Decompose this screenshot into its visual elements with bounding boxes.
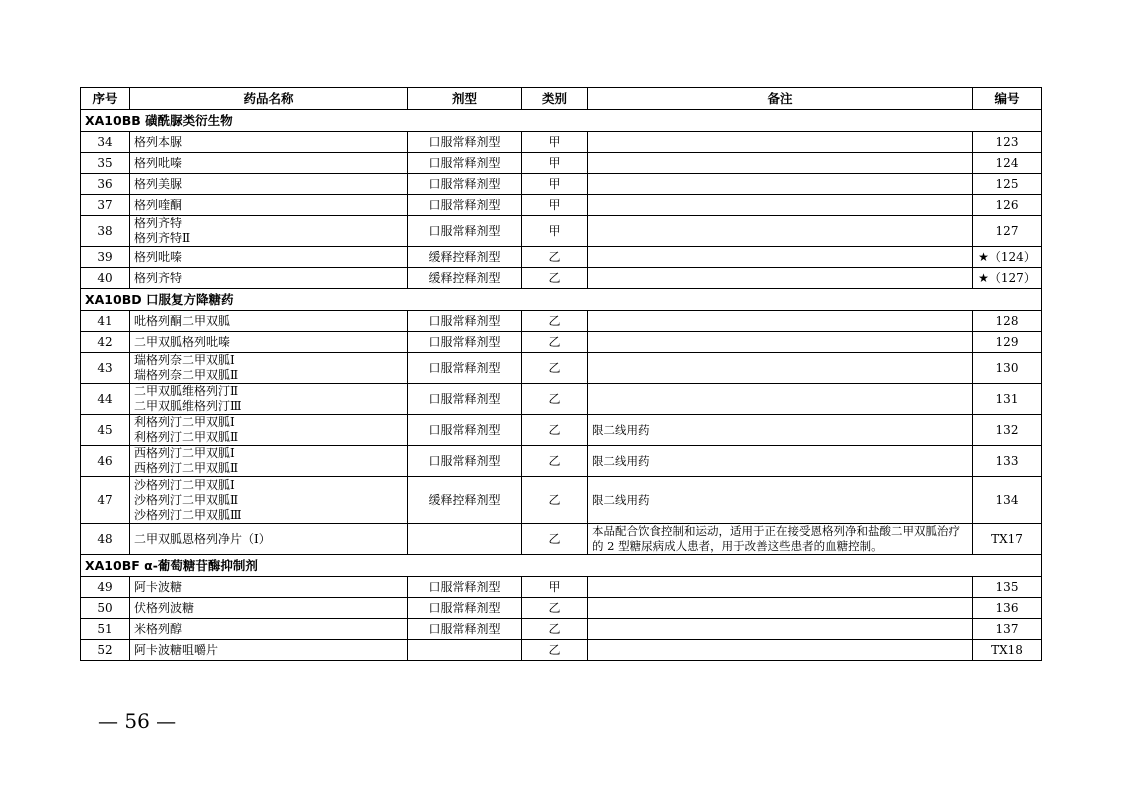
cell-form: 口服常释剂型 [408, 174, 522, 195]
cell-form: 口服常释剂型 [408, 619, 522, 640]
cell-name [130, 446, 408, 477]
name-line: 西格列汀二甲双胍Ⅱ [134, 461, 239, 475]
name-line: 利格列汀二甲双胍Ⅱ [134, 430, 239, 444]
cell-category: 乙 [522, 598, 588, 619]
cell-form: 口服常释剂型 [408, 153, 522, 174]
cell-category: 乙 [522, 524, 588, 555]
cell-note [588, 619, 973, 640]
header-form: 剂型 [408, 88, 522, 110]
header-note: 备注 [588, 88, 973, 110]
cell-no: 40 [81, 268, 130, 289]
table-row [81, 174, 1042, 195]
cell-no: 46 [81, 446, 130, 477]
name-line: 格列美脲 [134, 176, 183, 191]
cell-code: 131 [973, 384, 1042, 415]
cell-name [130, 174, 408, 195]
cell-category: 甲 [522, 577, 588, 598]
cell-form: 口服常释剂型 [408, 332, 522, 353]
cell-name [130, 311, 408, 332]
name-line: 二甲双胍维格列汀Ⅲ [134, 399, 242, 413]
name-line: 伏格列波糖 [134, 600, 195, 615]
cell-code: TX17 [973, 524, 1042, 555]
cell-note: 限二线用药 [588, 477, 973, 524]
cell-category: 甲 [522, 195, 588, 216]
cell-category: 乙 [522, 353, 588, 384]
cell-form: 口服常释剂型 [408, 132, 522, 153]
cell-name [130, 619, 408, 640]
table-row [81, 268, 1042, 289]
cell-no: 50 [81, 598, 130, 619]
cell-note [588, 353, 973, 384]
cell-category: 乙 [522, 311, 588, 332]
cell-name [130, 132, 408, 153]
drug-table [80, 87, 1042, 661]
table-row [81, 524, 1042, 555]
cell-note [588, 311, 973, 332]
name-line: 格列本脲 [134, 134, 183, 149]
header-code: 编号 [973, 88, 1042, 110]
cell-note [588, 598, 973, 619]
header-name: 药品名称 [130, 88, 408, 110]
cell-form: 缓释控释剂型 [408, 477, 522, 524]
cell-name [130, 524, 408, 555]
cell-form: 口服常释剂型 [408, 195, 522, 216]
name-line: 格列吡嗪 [134, 155, 183, 170]
name-line: 米格列醇 [134, 621, 183, 636]
table-row [81, 446, 1042, 477]
cell-no: 43 [81, 353, 130, 384]
cell-form: 口服常释剂型 [408, 598, 522, 619]
cell-form: 口服常释剂型 [408, 216, 522, 247]
cell-form: 口服常释剂型 [408, 577, 522, 598]
name-line: 沙格列汀二甲双胍Ⅲ [134, 507, 242, 522]
cell-note [588, 384, 973, 415]
cell-category: 乙 [522, 268, 588, 289]
cell-note [588, 132, 973, 153]
name-line: 二甲双胍维格列汀Ⅱ [134, 384, 239, 398]
table-row [81, 619, 1042, 640]
page-number: — 56 — [98, 709, 177, 733]
cell-category: 甲 [522, 174, 588, 195]
cell-code: 128 [973, 311, 1042, 332]
table-row [81, 598, 1042, 619]
table-row [81, 132, 1042, 153]
cell-code: ★（127） [973, 268, 1042, 289]
cell-code: 125 [973, 174, 1042, 195]
section-title: XA10BD 口服复方降糖药 [81, 289, 1042, 311]
cell-note [588, 577, 973, 598]
name-line: 格列齐特Ⅱ [134, 231, 191, 245]
name-line: 西格列汀二甲双胍Ⅰ [134, 446, 235, 460]
name-line: 阿卡波糖 [134, 579, 183, 594]
name-line: 二甲双胍格列吡嗪 [134, 334, 231, 349]
cell-no: 35 [81, 153, 130, 174]
name-line: 格列喹酮 [134, 197, 183, 212]
cell-no: 37 [81, 195, 130, 216]
cell-no: 49 [81, 577, 130, 598]
cell-no: 38 [81, 216, 130, 247]
cell-name [130, 216, 408, 247]
cell-note: 本品配合饮食控制和运动，适用于正在接受恩格列净和盐酸二甲双胍治疗的 2 型糖尿病成人患者，用于改善这些患者的血糖控制。 [588, 524, 973, 555]
cell-category: 乙 [522, 640, 588, 661]
cell-no: 45 [81, 415, 130, 446]
name-line: 格列齐特 [134, 270, 183, 285]
cell-category: 甲 [522, 216, 588, 247]
cell-no: 34 [81, 132, 130, 153]
table-row [81, 577, 1042, 598]
cell-note [588, 195, 973, 216]
cell-category: 乙 [522, 332, 588, 353]
name-line: 瑞格列奈二甲双胍Ⅱ [134, 368, 239, 382]
cell-code: 137 [973, 619, 1042, 640]
cell-no: 41 [81, 311, 130, 332]
section-row [81, 555, 1042, 577]
cell-name [130, 598, 408, 619]
name-line: 阿卡波糖咀嚼片 [134, 642, 219, 657]
table-row [81, 216, 1042, 247]
cell-no: 51 [81, 619, 130, 640]
cell-code: 136 [973, 598, 1042, 619]
cell-name [130, 153, 408, 174]
cell-form: 口服常释剂型 [408, 415, 522, 446]
table-row [81, 195, 1042, 216]
cell-code: 124 [973, 153, 1042, 174]
cell-note [588, 247, 973, 268]
cell-category: 乙 [522, 619, 588, 640]
cell-code: TX18 [973, 640, 1042, 661]
cell-note [588, 174, 973, 195]
cell-code: 135 [973, 577, 1042, 598]
cell-form: 口服常释剂型 [408, 446, 522, 477]
header-category: 类别 [522, 88, 588, 110]
name-line: 二甲双胍恩格列净片（Ⅰ） [134, 531, 271, 546]
cell-form [408, 524, 522, 555]
cell-category: 乙 [522, 446, 588, 477]
cell-name [130, 477, 408, 524]
cell-name [130, 384, 408, 415]
cell-category: 乙 [522, 415, 588, 446]
cell-note [588, 332, 973, 353]
cell-form: 缓释控释剂型 [408, 268, 522, 289]
table-row [81, 384, 1042, 415]
cell-category: 乙 [522, 477, 588, 524]
cell-no: 36 [81, 174, 130, 195]
name-line: 格列吡嗪 [134, 249, 183, 264]
cell-no: 44 [81, 384, 130, 415]
cell-name [130, 577, 408, 598]
cell-name [130, 332, 408, 353]
cell-form: 口服常释剂型 [408, 311, 522, 332]
cell-form [408, 640, 522, 661]
cell-code: 132 [973, 415, 1042, 446]
cell-no: 48 [81, 524, 130, 555]
cell-no: 39 [81, 247, 130, 268]
name-line: 利格列汀二甲双胍Ⅰ [134, 415, 235, 429]
cell-note [588, 640, 973, 661]
cell-name [130, 353, 408, 384]
cell-no: 52 [81, 640, 130, 661]
cell-category: 乙 [522, 384, 588, 415]
cell-name [130, 268, 408, 289]
section-title: XA10BB 磺酰脲类衍生物 [81, 110, 1042, 132]
table-row [81, 477, 1042, 524]
cell-form: 缓释控释剂型 [408, 247, 522, 268]
cell-note [588, 216, 973, 247]
name-line: 沙格列汀二甲双胍Ⅰ [134, 477, 235, 492]
section-title: XA10BF α-葡萄糖苷酶抑制剂 [81, 555, 1042, 577]
section-row [81, 289, 1042, 311]
cell-name [130, 195, 408, 216]
cell-code: 133 [973, 446, 1042, 477]
cell-code: 127 [973, 216, 1042, 247]
table-row [81, 153, 1042, 174]
cell-name [130, 247, 408, 268]
table-row [81, 311, 1042, 332]
name-line: 吡格列酮二甲双胍 [134, 313, 231, 328]
cell-code: 134 [973, 477, 1042, 524]
section-row [81, 110, 1042, 132]
cell-name [130, 415, 408, 446]
name-line: 格列齐特 [134, 216, 183, 230]
cell-form: 口服常释剂型 [408, 353, 522, 384]
header-no: 序号 [81, 88, 130, 110]
cell-code: 123 [973, 132, 1042, 153]
cell-code: 130 [973, 353, 1042, 384]
cell-note: 限二线用药 [588, 415, 973, 446]
name-line: 瑞格列奈二甲双胍Ⅰ [134, 353, 235, 367]
cell-code: ★（124） [973, 247, 1042, 268]
cell-no: 42 [81, 332, 130, 353]
table-header-row [81, 88, 1042, 110]
cell-category: 甲 [522, 132, 588, 153]
table-row [81, 353, 1042, 384]
cell-category: 甲 [522, 153, 588, 174]
cell-note [588, 153, 973, 174]
name-line: 沙格列汀二甲双胍Ⅱ [134, 492, 239, 507]
cell-note [588, 268, 973, 289]
cell-category: 乙 [522, 247, 588, 268]
table-row [81, 640, 1042, 661]
table-row [81, 415, 1042, 446]
cell-name [130, 640, 408, 661]
cell-code: 129 [973, 332, 1042, 353]
cell-form: 口服常释剂型 [408, 384, 522, 415]
table-row [81, 247, 1042, 268]
cell-note: 限二线用药 [588, 446, 973, 477]
cell-no: 47 [81, 477, 130, 524]
table-row [81, 332, 1042, 353]
cell-code: 126 [973, 195, 1042, 216]
